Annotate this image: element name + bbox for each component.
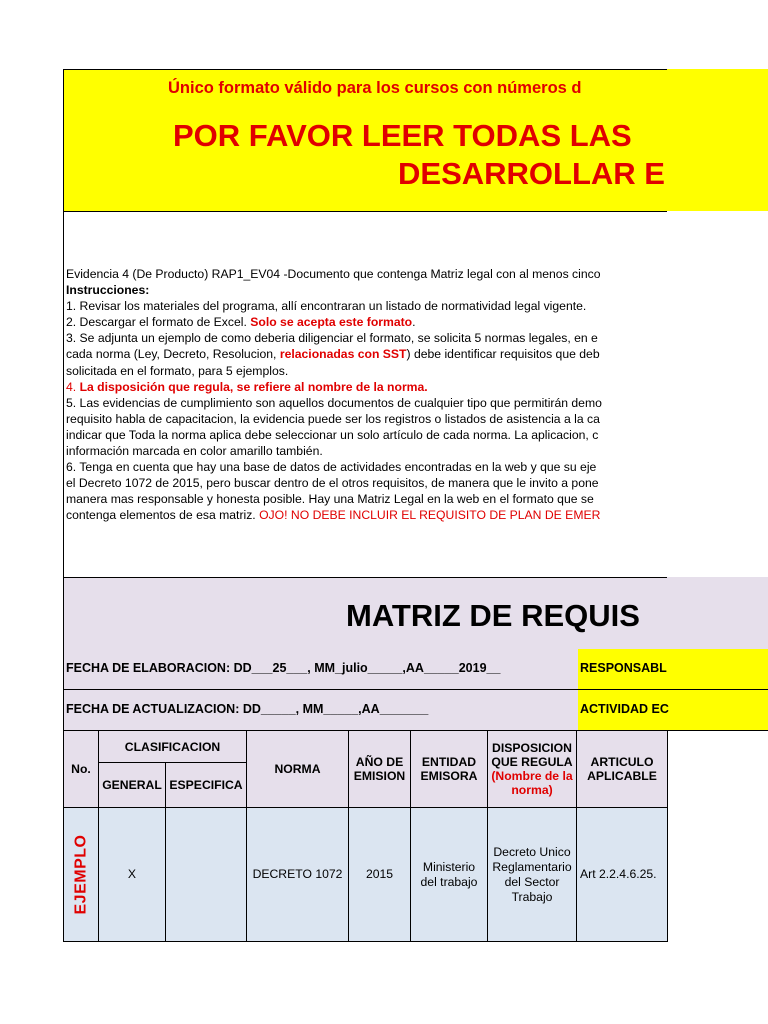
example-label-cell — [63, 808, 99, 942]
header-disposicion-label: DISPOSICION QUE REGULA — [491, 741, 573, 769]
header-clasificacion: CLASIFICACION — [99, 731, 247, 763]
actividad-cell[interactable] — [578, 690, 768, 731]
matrix-title-bar — [63, 577, 667, 650]
instr-line-3c: solicitada en el formato, para 5 ejemplos. — [66, 363, 289, 378]
instr-line-5: 5. Las evidencias de cumplimiento son aquellos documentos de cualquier tipo que permitirán demo — [66, 395, 602, 410]
header-anio: AÑO DE EMISION — [349, 731, 411, 808]
header-especifica: ESPECIFICA — [166, 763, 247, 808]
example-articulo[interactable]: Art 2.2.4.6.25. — [577, 808, 668, 942]
instr-line-6d: contenga elementos de esa matriz. OJO! NO DEBE INCLUIR EL REQUISITO DE PLAN DE EMER — [66, 508, 601, 523]
header-no: No. — [63, 731, 99, 808]
example-general[interactable]: X — [99, 808, 166, 942]
fecha-actualizacion-row[interactable] — [63, 690, 579, 731]
title-line-1: POR FAVOR LEER TODAS LAS — [173, 118, 632, 153]
instr-line-6: 6. Tenga en cuenta que hay una base de datos de actividades encontradas en la web y que su eje — [66, 460, 597, 475]
instr-line-5b: requisito habla de capacitacion, la evidencia puede ser los registros o listados de asistencia a la ca — [66, 411, 600, 426]
yellow-fill — [667, 69, 768, 211]
responsable-label: RESPONSABL — [580, 661, 667, 675]
example-entidad[interactable]: Ministerio del trabajo — [411, 808, 488, 942]
instructions-block — [63, 212, 667, 577]
notice-banner — [63, 69, 667, 105]
example-anio[interactable]: 2015 — [349, 808, 411, 942]
header-disposicion-note: (Nombre de la norma) — [491, 769, 573, 797]
notice-text: Único formato válido para los cursos con números d — [168, 79, 582, 97]
header-disposicion — [488, 731, 577, 808]
lavender-fill — [667, 577, 768, 649]
title-banner — [63, 104, 667, 212]
instr-line-2: 2. Descargar el formato de Excel. Solo se acepta este formato. — [66, 315, 416, 330]
spreadsheet — [63, 69, 768, 949]
instr-line-5d: información marcada en color amarillo también. — [66, 444, 323, 459]
header-articulo: ARTICULO APLICABLE — [577, 731, 668, 808]
example-norma[interactable]: DECRETO 1072 — [247, 808, 349, 942]
header-general: GENERAL — [99, 763, 166, 808]
instr-heading: Instrucciones: — [66, 283, 150, 298]
header-norma: NORMA — [247, 731, 349, 808]
title-line-2: DESARROLLAR E — [398, 156, 665, 191]
example-especifica[interactable] — [166, 808, 247, 942]
instr-line-6c: manera mas responsable y honesta posible. Hay una Matriz Legal en la web en el formato que se — [66, 492, 594, 507]
instr-line-1: 1. Revisar los materiales del programa, allí encontraran un listado de normatividad legal vigente. — [66, 299, 587, 314]
instructions-text — [66, 266, 766, 524]
header-entidad: ENTIDAD EMISORA — [411, 731, 488, 808]
example-disposicion[interactable]: Decreto Unico Reglamentario del Sector Trabajo — [488, 808, 577, 942]
instr-line-3b: cada norma (Ley, Decreto, Resolucion, relacionadas con SST) debe identificar requisitos que deb — [66, 347, 600, 362]
instr-line-5c: indicar que Toda la norma aplica debe seleccionar un solo artículo de cada norma. La aplicacion, c — [66, 427, 599, 442]
instr-intro: Evidencia 4 (De Producto) RAP1_EV04 -Documento que contenga Matriz legal con al menos cinco — [66, 267, 601, 281]
fecha-elaboracion: FECHA DE ELABORACION: DD___25___, MM_julio_____,AA_____2019__ — [66, 661, 501, 675]
example-label: EJEMPLO — [72, 834, 90, 915]
matrix-title: MATRIZ DE REQUIS — [346, 598, 640, 633]
fecha-actualizacion: FECHA DE ACTUALIZACION: DD_____, MM_____,AA_______ — [66, 702, 429, 716]
instr-line-6b: el Decreto 1072 de 2015, pero buscar dentro de el otros requisitos, de manera que le invito a pone — [66, 476, 599, 491]
responsable-cell[interactable] — [578, 649, 768, 690]
instr-line-4: 4. La disposición que regula, se refiere al nombre de la norma. — [66, 379, 428, 394]
fecha-elaboracion-row[interactable] — [63, 649, 579, 690]
actividad-label: ACTIVIDAD EC — [580, 702, 669, 716]
instr-line-3: 3. Se adjunta un ejemplo de como deberia diligenciar el formato, se solicita 5 normas legales, en e — [66, 331, 598, 346]
